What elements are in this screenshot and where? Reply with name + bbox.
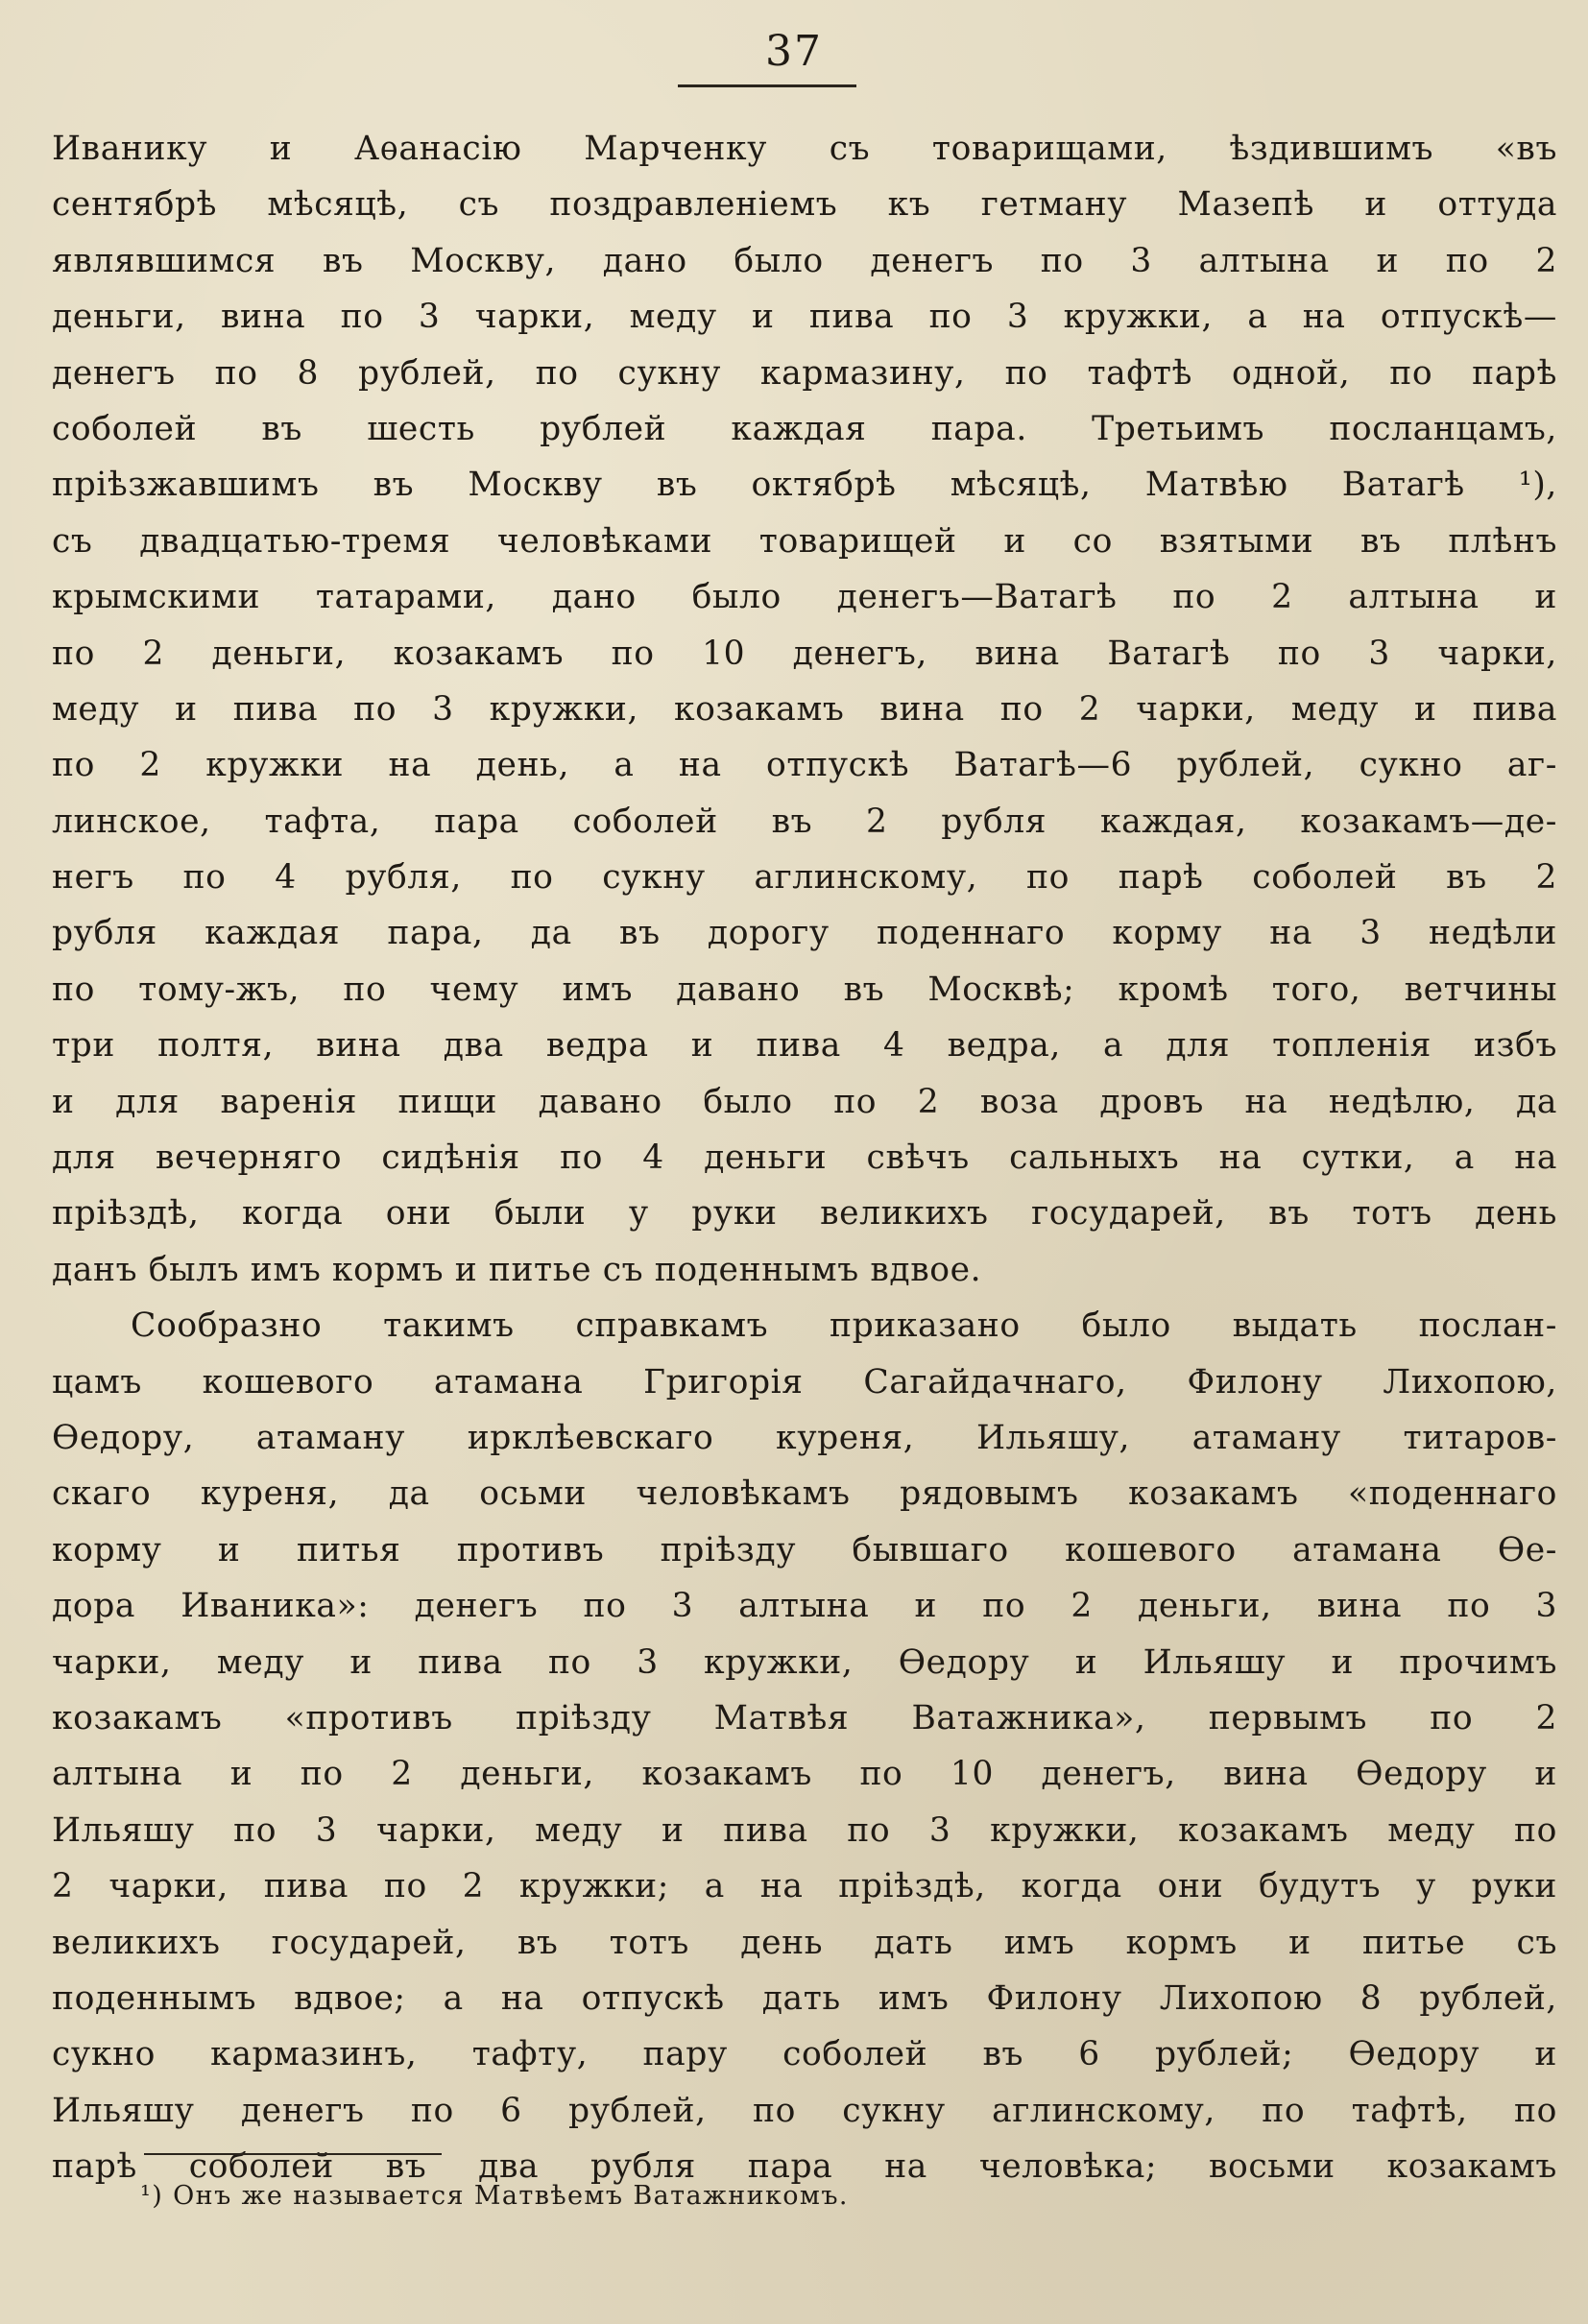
header-rule [678,84,856,87]
text-line: и для варенія пищи давано было по 2 воза дровъ на недѣлю, да [52,1082,1557,1121]
text-line: деньги, вина по 3 чарки, меду и пива по 3 кружки, а на отпускѣ— [52,298,1557,337]
text-line: соболей въ шесть рублей каждая пара. Третьимъ посланцамъ, [52,409,1557,448]
paragraph-1 [52,121,1557,1298]
text-line: для вечерняго сидѣнія по 4 деньги свѣчъ сальныхъ на сутки, а на [52,1138,1557,1178]
text-line: цамъ кошевого атамана Григорія Сагайдачнаго, Филону Лихопою, [52,1362,1557,1402]
text-line: линское, тафта, пара соболей въ 2 рубля каждая, козакамъ—де- [52,802,1557,841]
text-line: по 2 кружки на день, а на отпускѣ Ватагѣ—6 рублей, сукно аг- [52,746,1557,785]
text-line: являвшимся въ Москву, дано было денегъ по 3 алтына и по 2 [52,241,1557,280]
text-line: съ двадцатью-тремя человѣками товарищей и со взятыми въ плѣнъ [52,521,1557,561]
text-line: три полтя, вина два ведра и пива 4 ведра, а для топленія избъ [52,1026,1557,1066]
text-line: алтына и по 2 деньги, козакамъ по 10 денегъ, вина Ѳедору и [52,1755,1557,1794]
text-line: козакамъ «противъ пріѣзду Матвѣя Ватажника», первымъ по 2 [52,1698,1557,1737]
text-line: великихъ государей, въ тотъ день дать имъ кормъ и питье съ [52,1923,1557,1962]
text-line: рубля каждая пара, да въ дорогу поденнаго корму на 3 недѣли [52,914,1557,953]
text-line: чарки, меду и пива по 3 кружки, Ѳедору и Ильяшу и прочимъ [52,1642,1557,1682]
text-line: пріѣздѣ, когда они были у руки великихъ государей, въ тотъ день [52,1194,1557,1234]
text-line: парѣ соболей въ два рубля пара на человѣка; восьми козакамъ [52,2147,1557,2187]
text-line: данъ былъ имъ кормъ и питье съ поденнымъ вдвое. [52,1250,982,1289]
text-line: денегъ по 8 рублей, по сукну кармазину, по тафтѣ одной, по парѣ [52,353,1557,393]
body-text [52,121,1557,2194]
page-number: 37 [765,27,823,76]
text-line: меду и пива по 3 кружки, козакамъ вина по 2 чарки, меду и пива [52,689,1557,729]
text-line: поденнымъ вдвое; а на отпускѣ дать имъ Филону Лихопою 8 рублей, [52,1978,1557,2018]
text-line: по 2 деньги, козакамъ по 10 денегъ, вина Ватагѣ по 3 чарки, [52,634,1557,673]
text-line: дора Иваника»: денегъ по 3 алтына и по 2 деньги, вина по 3 [52,1587,1557,1626]
text-line: скаго куреня, да осьми человѣкамъ рядовымъ козакамъ «поденнаго [52,1474,1557,1514]
text-line: сентябрѣ мѣсяцѣ, съ поздравленіемъ къ гетману Мазепѣ и оттуда [52,185,1557,225]
paragraph-2 [52,1298,1557,2194]
text-line: Иванику и Аѳанасію Марченку съ товарищами, ѣздившимъ «въ [52,130,1557,168]
footnote: ¹) Онъ же называется Матвѣемъ Ватажникомъ. [140,2181,849,2211]
text-line: Сообразно такимъ справкамъ приказано было выдать послан- [131,1306,1557,1346]
text-line: корму и питья противъ пріѣзду бывшаго кошевого атамана Ѳе- [52,1530,1557,1569]
text-line: Ѳедору, атаману ирклѣевскаго куреня, Ильяшу, атаману титаров- [52,1418,1557,1457]
text-line: негъ по 4 рубля, по сукну аглинскому, по парѣ соболей въ 2 [52,858,1557,898]
footnote-rule [144,2153,442,2155]
text-line: 2 чарки, пива по 2 кружки; а на пріѣздѣ, когда они будутъ у руки [52,1867,1557,1906]
text-line: Ильяшу денегъ по 6 рублей, по сукну аглинскому, по тафтѣ, по [52,2091,1557,2130]
text-line: крымскими татарами, дано было денегъ—Ватагѣ по 2 алтына и [52,578,1557,617]
text-line: пріѣзжавшимъ въ Москву въ октябрѣ мѣсяцѣ, Матвѣю Ватагѣ ¹), [52,466,1557,505]
text-line: Ильяшу по 3 чарки, меду и пива по 3 кружки, козакамъ меду по [52,1810,1557,1850]
text-line: по тому-жъ, по чему имъ давано въ Москвѣ; кромѣ того, ветчины [52,970,1557,1009]
text-line: сукно кармазинъ, тафту, пару соболей въ 6 рублей; Ѳедору и [52,2035,1557,2074]
